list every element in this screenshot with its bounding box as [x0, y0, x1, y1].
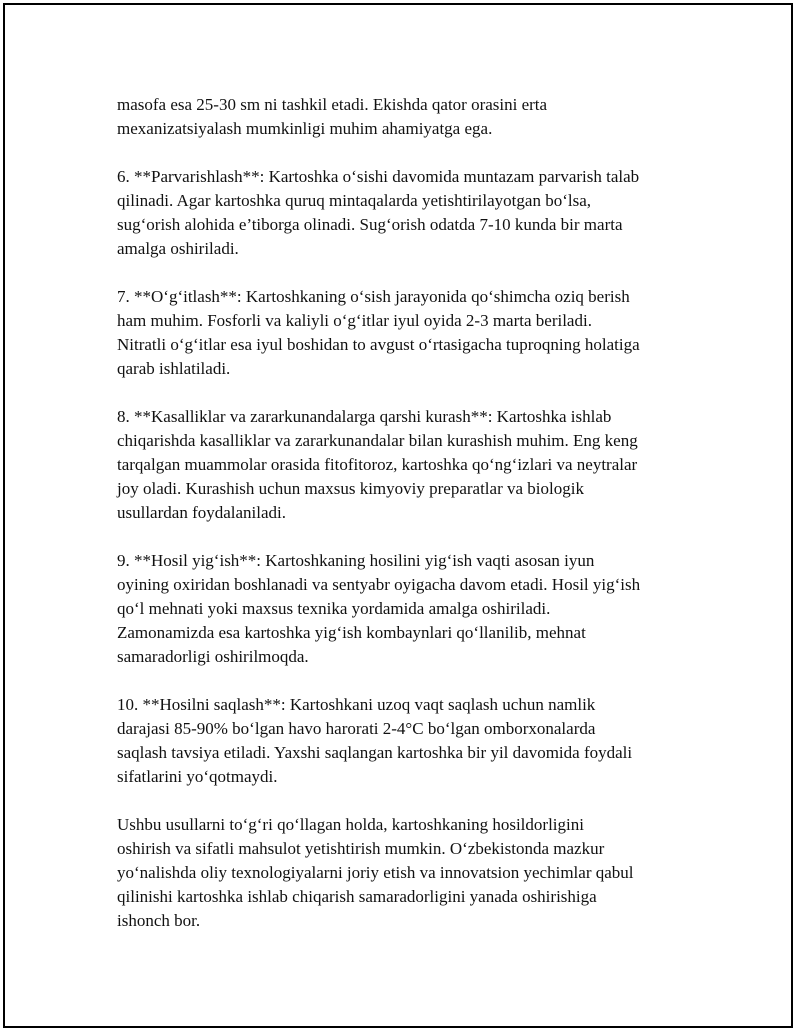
paragraph-continuation: masofa esa 25-30 sm ni tashkil etadi. Ekishda qator orasini erta mexanizatsiyalash mumkinligi muhim ahamiyatga ega.: [117, 95, 548, 138]
document-body: [117, 93, 697, 957]
paragraph-conclusion: Ushbu usullarni to‘g‘ri qo‘llagan holda, kartoshkaning hosildorligini oshirish va sifatli mahsulot yetishtirish mumkin. O‘zbekistonda mazkur yo‘nalishda oliy texnologiyalarni joriy etish va innovatsion yechimlar qabul qilinishi kartoshka ishlab chiqarish samaradorligini yanada oshirishiga ishonch bor.: [117, 815, 634, 930]
paragraph-parvarishlash: 6. **Parvarishlash**: Kartoshka o‘sishi davomida muntazam parvarish talab qilinadi. Agar kartoshka quruq mintaqalarda yetishtirilayotgan bo‘lsa, sug‘orish alohida e’tiborga olinadi. Sug‘orish odatda 7-10 kunda bir marta amalga oshiriladi.: [117, 167, 640, 258]
paragraph-ogitlash: 7. **O‘g‘itlash**: Kartoshkaning o‘sish jarayonida qo‘shimcha oziq berish ham muhim. Fosforli va kaliyli o‘g‘itlar iyul oyida 2-3 marta beriladi. Nitratli o‘g‘itlar esa iyul boshidan to avgust o‘rtasigacha tuproqning holatiga qarab ishlatiladi.: [117, 287, 640, 378]
paragraph-hosilni-saqlash: 10. **Hosilni saqlash**: Kartoshkani uzoq vaqt saqlash uchun namlik darajasi 85-90% bo‘lgan havo harorati 2-4°C bo‘lgan omborxonalarda saqlash tavsiya etiladi. Yaxshi saqlangan kartoshka bir yil davomida foydali sifatlarini yo‘qotmaydi.: [117, 695, 633, 786]
paragraph-kasalliklar: 8. **Kasalliklar va zararkunandalarga qarshi kurash**: Kartoshka ishlab chiqarishda kasalliklar va zararkunandalar bilan kurashish muhim. Eng keng tarqalgan muammolar orasida fitofitoroz, kartoshka qo‘ng‘izlari va neytralar joy oladi. Kurashish uchun maxsus kimyoviy preparatlar va biologik usullardan foydalaniladi.: [117, 407, 638, 522]
paragraph-hosil-yigish: 9. **Hosil yig‘ish**: Kartoshkaning hosilini yig‘ish vaqti asosan iyun oyining oxiridan boshlanadi va sentyabr oyigacha davom etadi. Hosil yig‘ish qo‘l mehnati yoki maxsus texnika yordamida amalga oshiriladi. Zamonamizda esa kartoshka yig‘ish kombaynlari qo‘llanilib, mehnat samaradorligi oshirilmoqda.: [117, 551, 641, 666]
